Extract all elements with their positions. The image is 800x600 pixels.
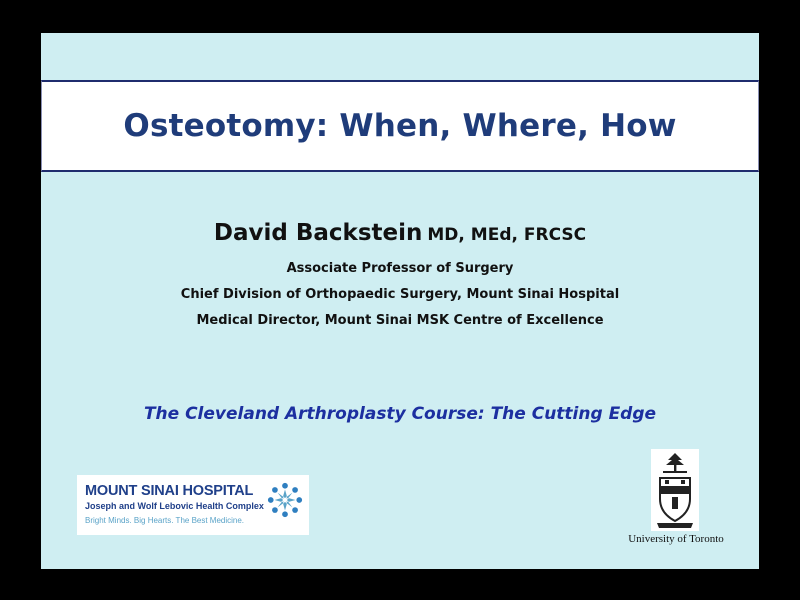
title-banner [41,80,759,172]
university-crest-icon [651,449,699,531]
mount-sinai-name: MOUNT SINAI HOSPITAL [85,483,254,499]
mount-sinai-tagline: Bright Minds. Big Hearts. The Best Medicine. [85,516,245,525]
author-name: David Backstein [213,220,423,246]
course-name: The Cleveland Arthroplasty Course: The Cutting Edge [143,404,657,424]
university-name: University of Toronto [628,533,724,545]
slide [41,33,759,569]
author-role: Associate Professor of Surgery [286,261,514,276]
mount-sinai-logo [77,475,309,535]
mount-sinai-subtitle: Joseph and Wolf Lebovic Health Complex [85,501,264,511]
slide-title: Osteotomy: When, Where, How [123,108,677,144]
author-role: Medical Director, Mount Sinai MSK Centre of Excellence [196,313,604,328]
author-degrees: MD, MEd, FRCSC [427,225,587,245]
author-line [41,220,759,246]
author-role: Chief Division of Orthopaedic Surgery, Mount Sinai Hospital [180,287,620,302]
star-of-people-icon [266,481,304,519]
